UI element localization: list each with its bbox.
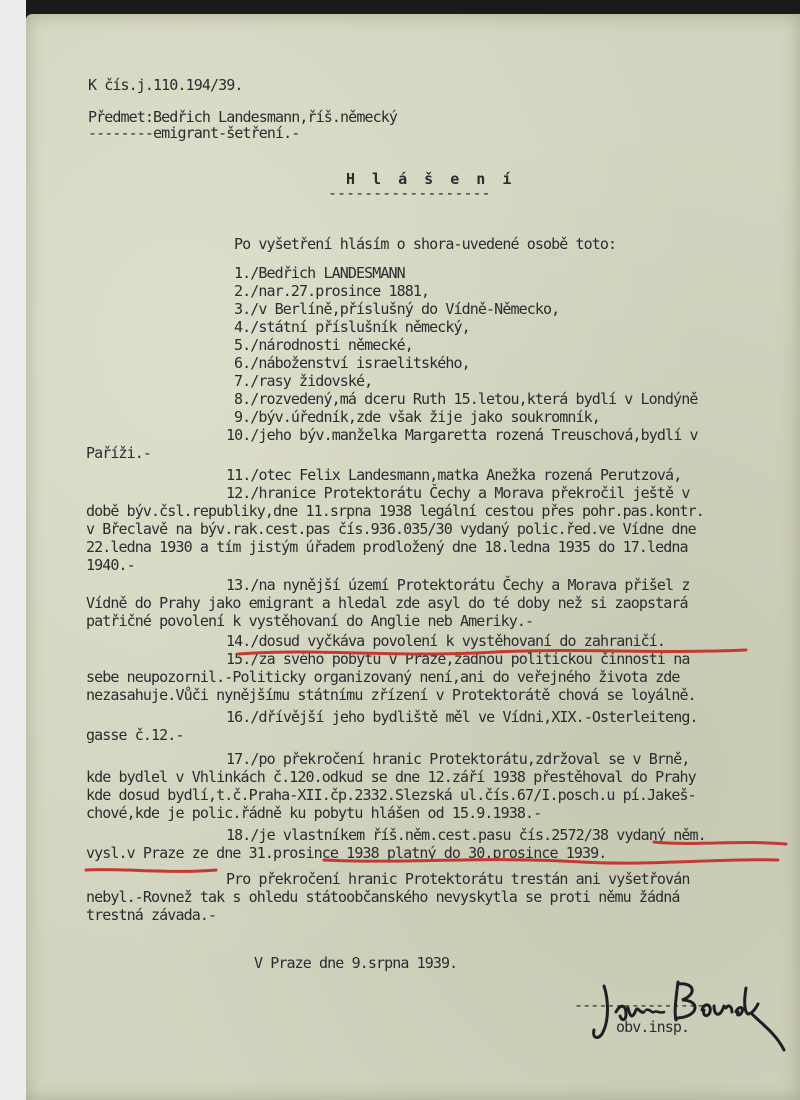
item-line: 9./býv.úředník,zde však žije jako soukromník,	[234, 408, 600, 426]
item-line: 22.ledna 1930 a tím jistým úřadem prodložený dne 18.ledna 1935 do 17.ledna	[86, 538, 688, 556]
reference-number: K čís.j.110.194/39.	[88, 76, 243, 94]
date-line: V Praze dne 9.srpna 1939.	[254, 954, 458, 972]
item-line: Vídně do Prahy jako emigrant a hledal zde asyl do té doby než si zaopstará	[86, 594, 688, 612]
item-line: 5./národnosti německé,	[234, 336, 413, 354]
item-line: 3./v Berlíně,příslušný do Vídně-Německo,	[234, 300, 560, 318]
signer-title: obv.insp.	[616, 1018, 690, 1036]
closing-line: Pro překročení hranic Protektorátu trestán ani vyšetřován	[226, 870, 690, 888]
item-line: 17./po překročení hranic Protektorátu,zdržoval se v Brně,	[226, 750, 690, 768]
document-title: H l á š e n í	[346, 170, 516, 188]
item-line: nezasahuje.Vůči nynějšímu státnímu zřízení v Protektorátě chová se loyálně.	[86, 686, 696, 704]
scan-margin	[0, 0, 26, 1100]
item-line: 1./Bedřich LANDESMANN	[234, 264, 405, 282]
item-line: 15./za svého pobytu v Praze,žádnou politickou činnosti na	[226, 650, 690, 668]
item-line: 2./nar.27.prosince 1881,	[234, 282, 430, 300]
item-line: 7./rasy židovské,	[234, 372, 373, 390]
signature-dashes: -----------------	[574, 996, 713, 1014]
intro-text: Po vyšetření hlásím o shora-uvedené osobě toto:	[234, 235, 617, 253]
item-line: 1940.-	[86, 556, 135, 574]
item-line: 12./hranice Protektorátu Čechy a Morava překročil ještě v	[226, 484, 690, 502]
item-line: vysl.v Praze ze dne 31.prosince 1938 platný do 30.prosince 1939.	[86, 844, 607, 862]
item-line: 4./státní příslušník německý,	[234, 318, 470, 336]
subject-line-1: Předmet:Bedřich Landesmann,říš.německý	[88, 108, 397, 126]
subject-line-2: --------emigrant-šetření.-	[88, 124, 300, 142]
item-line: v Břeclavě na býv.rak.cest.pas čís.936.035/30 vydaný polic.řed.ve Vídne dne	[86, 520, 696, 538]
item-line: kde dosud bydlí,t.č.Praha-XII.čp.2332.Slezská ul.čís.67/I.posch.u pí.Jakeš-	[86, 786, 696, 804]
closing-line: nebyl.-Rovnež tak s ohledu státoobčanského nevyskytla se proti němu žádná	[86, 888, 680, 906]
item-line: kde bydlel v Vhlinkách č.120.odkud se dne 12.září 1938 přestěhoval do Prahy	[86, 768, 696, 786]
item-line: 10./jeho býv.manželka Margaretta rozená Treuschová,bydlí v	[226, 426, 698, 444]
item-line: chové,kde je polic.řádně ku pobytu hlášen od 15.9.1938.-	[86, 804, 542, 822]
red-underline-item14	[236, 644, 756, 664]
closing-line: trestná závada.-	[86, 906, 217, 924]
item-line: gasse č.12.-	[86, 726, 184, 744]
item-line: 8./rozvedený,má dceru Ruth 15.letou,která bydlí v Londýně	[234, 390, 698, 408]
red-underline-item18-left	[82, 860, 222, 880]
item-line: 16./dřívější jeho bydliště měl ve Vídni,XIX.-Osterleiteng.	[226, 708, 698, 726]
item-line: době býv.čsl.republiky,dne 11.srpna 1938 legální cestou přes pohr.pas.kontr.	[86, 502, 704, 520]
title-underline: ------------------	[328, 184, 491, 202]
item-line: 11./otec Felix Landesmann,matka Anežka rozená Perutzová,	[226, 466, 682, 484]
signature-mark	[586, 968, 800, 1058]
item-line: 14./dosud vyčkáva povolení k vystěhovaní do zahraničí.	[226, 632, 666, 650]
item-line: Paříži.-	[86, 444, 152, 462]
item-line: 13./na nynější území Protektorátu Čechy a Morava přišel z	[226, 576, 690, 594]
item-line: sebe neupozornil.-Politicky organizovaný není,ani do veřejného života zde	[86, 668, 680, 686]
item-line: 6./náboženství israelitského,	[234, 354, 470, 372]
red-underline-item18	[322, 852, 782, 872]
red-underline-item18-end	[650, 834, 790, 854]
item-line: patřičné povolení k vystěhovaní do Anglie neb Ameriky.-	[86, 612, 534, 630]
item-line: 18./je vlastníkem říš.něm.cest.pasu čís.2572/38 vydaný něm.	[226, 826, 706, 844]
